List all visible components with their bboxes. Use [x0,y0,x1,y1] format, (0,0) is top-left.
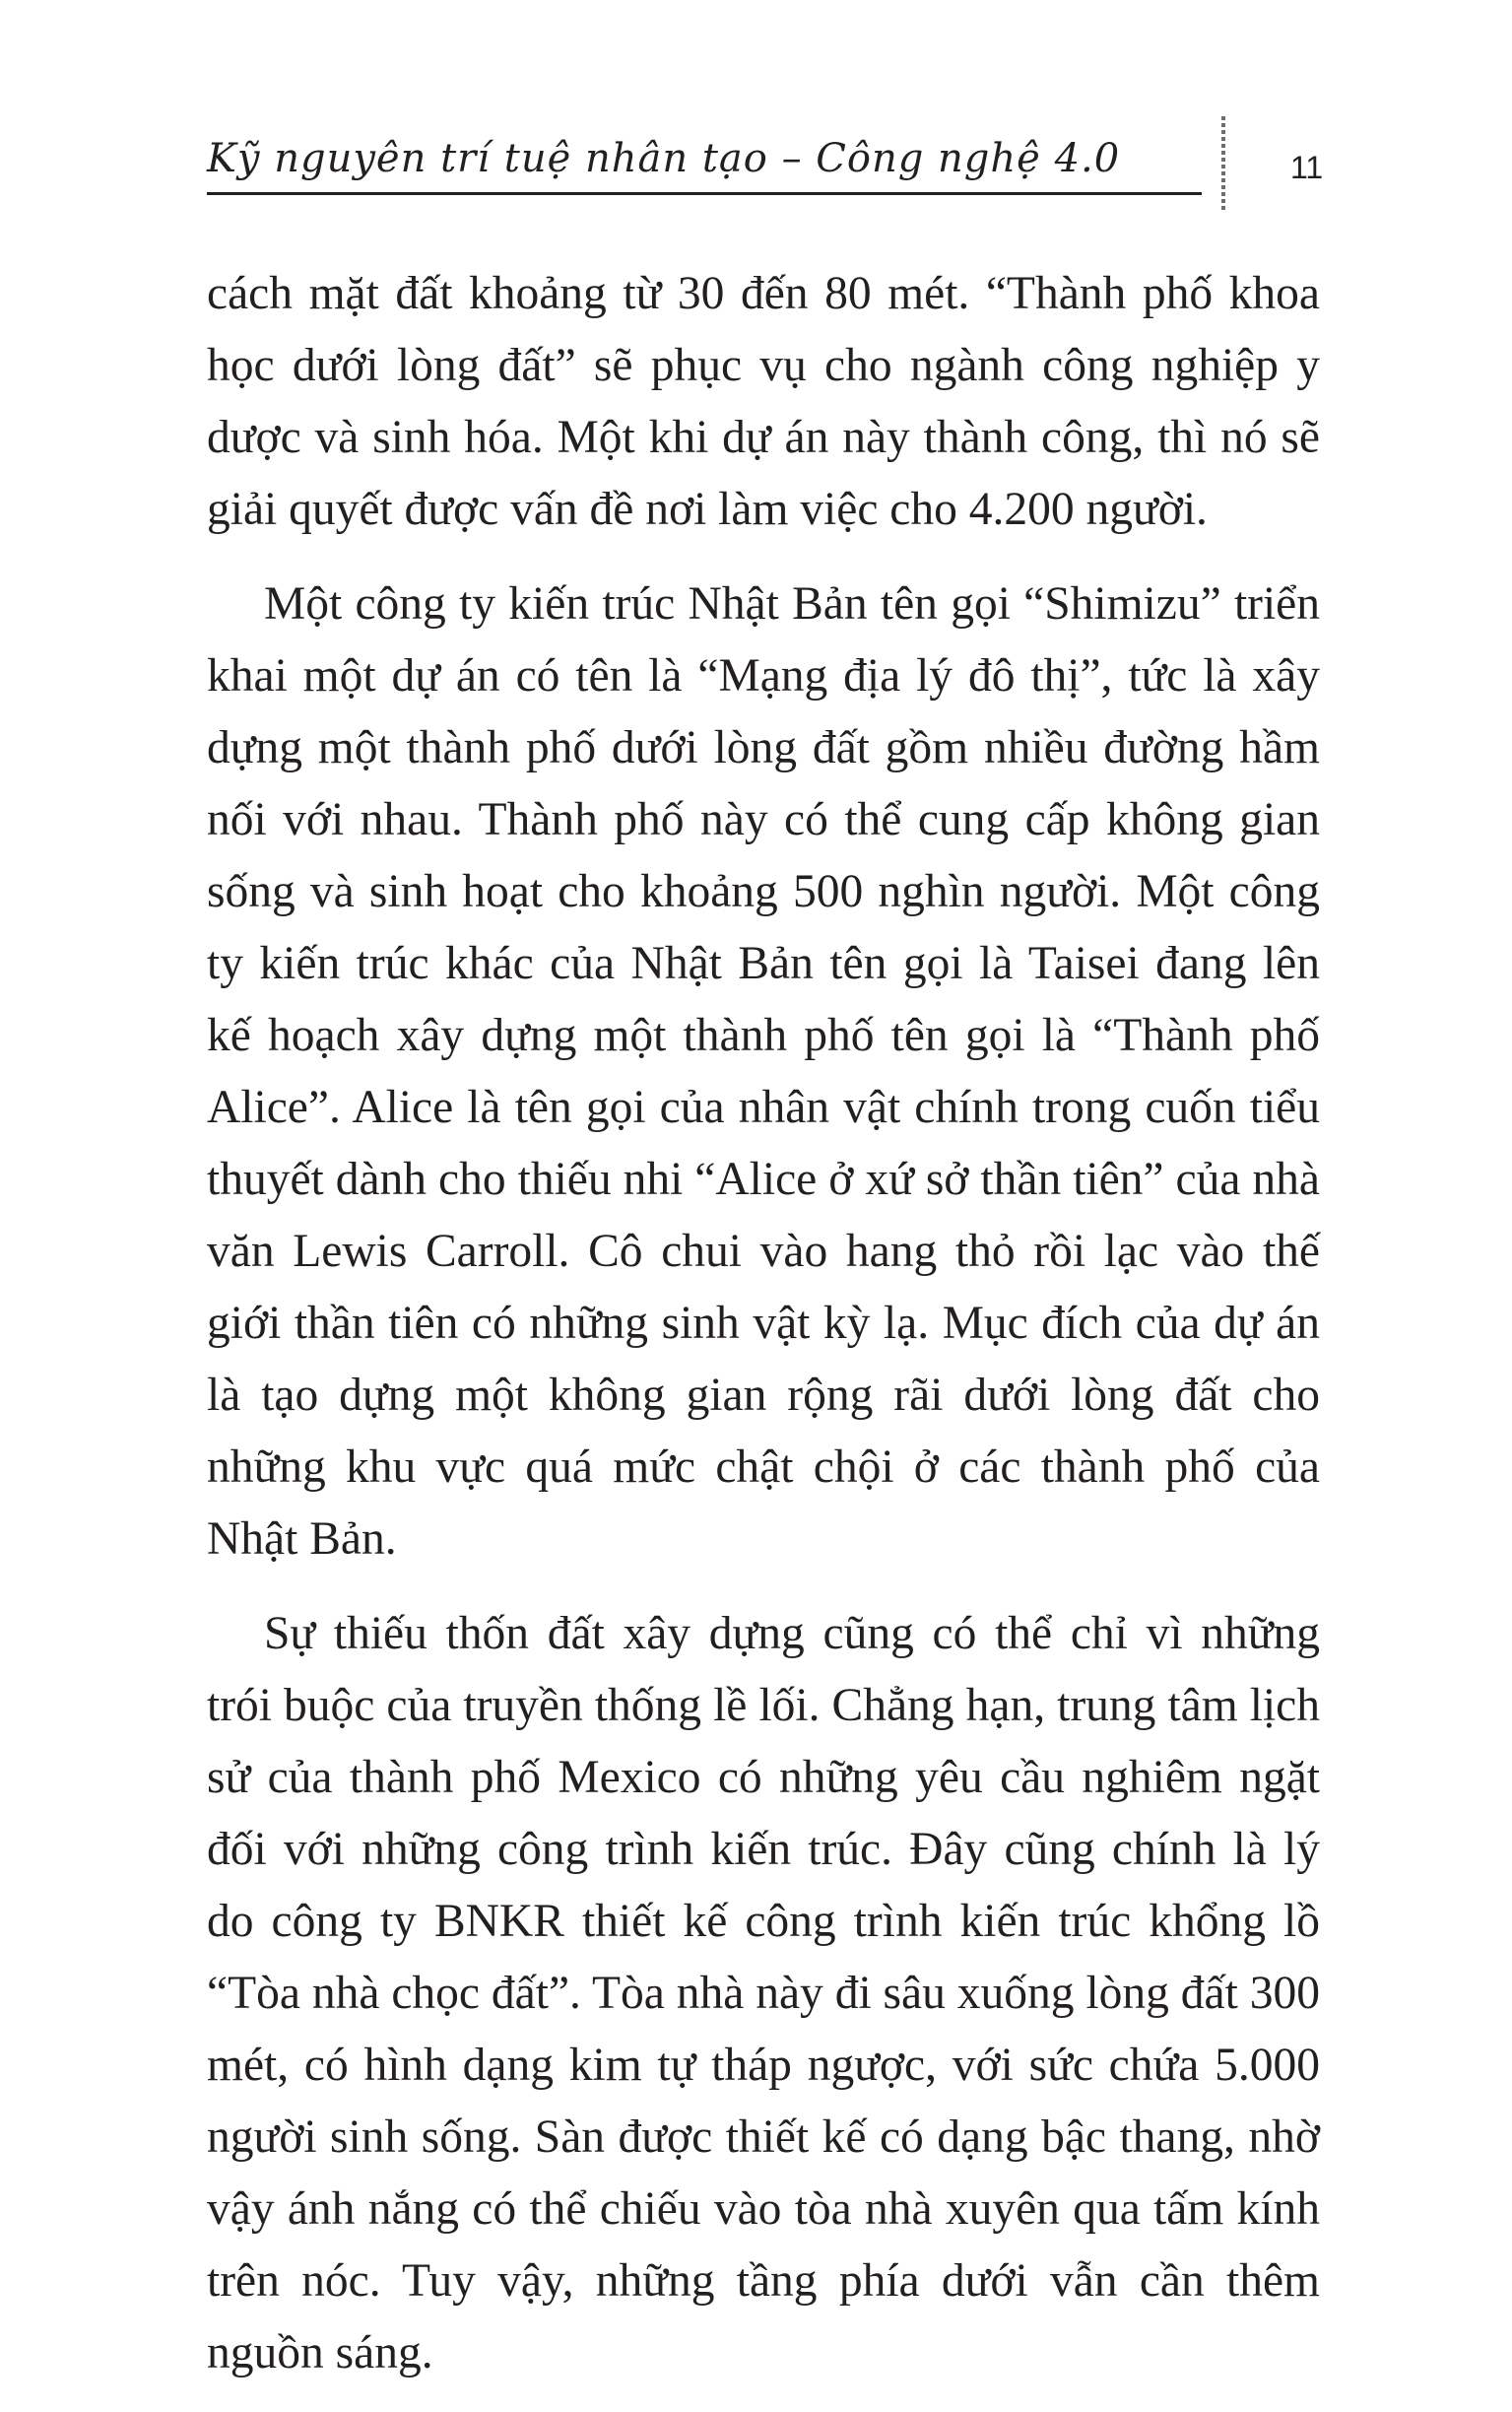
paragraph-1: cách mặt đất khoảng từ 30 đến 80 mét. “Thành phố khoa học dưới lòng đất” sẽ phục vụ cho ngành công nghiệp y dược và sinh hóa. Một khi dự án này thành công, thì nó sẽ giải quyết được vấn đề nơi làm việc cho 4.200 người. [207,268,1320,535]
header-divider [1221,116,1225,210]
header-rule [207,192,1202,195]
paragraph-3: Sự thiếu thốn đất xây dựng cũng có thể chỉ vì những trói buộc của truyền thống lề lối. Chẳng hạn, trung tâm lịch sử của thành phố Mexico có những yêu cầu nghiêm ngặt đối với những công trình kiến trúc. Đây cũng chính là lý do công ty BNKR thiết kế công trình kiến trúc khổng lồ “Tòa nhà chọc đất”. Tòa nhà này đi sâu xuống lòng đất 300 mét, có hình dạng kim tự tháp ngược, với sức chứa 5.000 người sinh sống. Sàn được thiết kế có dạng bậc thang, nhờ vậy ánh nắng có thể chiếu vào tòa nhà xuyên qua tấm kính trên nóc. Tuy vậy, những tầng phía dưới vẫn cần thêm nguồn sáng. [207,1608,1320,2378]
page-number: 11 [1290,150,1324,185]
running-header-title: Kỹ nguyên trí tuệ nhân tạo – Công nghệ 4.0 [207,136,1121,181]
paragraph-2: Một công ty kiến trúc Nhật Bản tên gọi “Shimizu” triển khai một dự án có tên là “Mạng địa lý đô thị”, tức là xây dựng một thành phố dưới lòng đất gồm nhiều đường hầm nối với nhau. Thành phố này có thể cung cấp không gian sống và sinh hoạt cho khoảng 500 nghìn người. Một công ty kiến trúc khác của Nhật Bản tên gọi là Taisei đang lên kế hoạch xây dựng một thành phố tên gọi là “Thành phố Alice”. Alice là tên gọi của nhân vật chính trong cuốn tiểu thuyết dành cho thiếu nhi “Alice ở xứ sở thần tiên” của nhà văn Lewis Carroll. Cô chui vào hang thỏ rồi lạc vào thế giới thần tiên có những sinh vật kỳ lạ. Mục đích của dự án là tạo dựng một không gian rộng rãi dưới lòng đất cho những khu vực quá mức chật chội ở các thành phố của Nhật Bản. [207,578,1320,1565]
running-header [207,126,1202,195]
body-text [207,258,1320,2412]
